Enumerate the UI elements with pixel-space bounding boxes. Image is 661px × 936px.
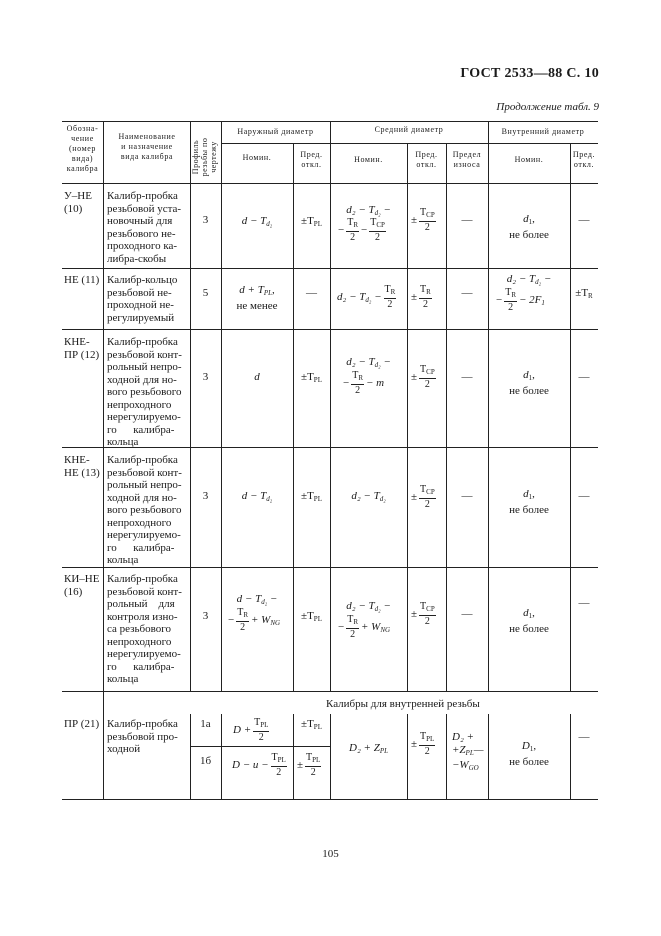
row-wear: — (461, 608, 473, 620)
row-middle-dev: ± $\frac{T_{CP}}{2}$ (411, 601, 435, 627)
row-outer-nom-a: D + $\frac{T_{PL}}{2}$ (233, 717, 269, 743)
row-profile-b: 1б (199, 755, 212, 767)
row-outer-dev: $\pm T_{PL}$ (301, 490, 322, 503)
row-wear: D₂ + $+Z_{PL}—$ $-W_{GO}$ (452, 731, 484, 772)
row-middle-nom: $D_2 + Z_{PL}$ (349, 742, 388, 755)
row-middle-dev: ± $\frac{T_{PL}}{2}$ (411, 731, 435, 757)
row-middle-nom-line1: $d_2 - T_{d_2}$ − (346, 356, 391, 369)
row-designation: У–НЕ (10) (64, 190, 92, 215)
header-middle-nom: Номин. (354, 155, 383, 164)
header-outer-diameter: Наружный диаметр (237, 127, 314, 136)
section-title: Калибры для внутренней резьбы (326, 698, 480, 710)
row-middle-nom-line1: $d_2 - T_{d_2}$ − (346, 204, 391, 217)
row-name: Калибр-пробка резьбовой уста- новочный для резьбового не- проходного ка- либра-скобы (107, 190, 182, 265)
row-inner-nom: $d_1$, не более (509, 213, 549, 241)
row-middle-nom-line2: − $\frac{T_R}{2}$ − $\frac{T_{CP}}{2}$ (338, 217, 385, 243)
row-inner-nom: $d_1$, не более (509, 369, 549, 397)
row-inner-dev: — (578, 597, 590, 609)
row-name: Калибр-пробка резьбовой конт- рольный непро- ходной для но- вого резьбового непроходного нерегулируемо- го калибра- кольца (107, 454, 182, 566)
page-number: 105 (322, 848, 339, 860)
row-middle-dev: ± $\frac{T_{CP}}{2}$ (411, 364, 435, 390)
header-middle-diameter: Средний диаметр (374, 125, 444, 134)
row-inner-nom: $d_1$, не более (509, 607, 549, 635)
header-name: Наименование и назначение вида калибра (118, 132, 176, 161)
row-middle-dev: ± $\frac{T_{CP}}{2}$ (411, 207, 435, 233)
row-profile-a: 1а (200, 718, 211, 730)
row-outer-dev: $\pm T_{PL}$ (301, 610, 322, 623)
row-wear: — (461, 371, 473, 383)
row-designation: КНЕ- НЕ (13) (64, 454, 100, 479)
row-designation: ПР (21) (64, 718, 100, 730)
row-designation: НЕ (11) (64, 274, 100, 286)
row-name: Калибр-пробка резьбовой конт- рольный непро- ходной для но- вого резьбового непроходного нерегулируемо- го калибра- кольца (107, 336, 182, 448)
row-inner-dev: — (578, 731, 590, 743)
row-inner-nom: $d_1$, не более (509, 488, 549, 516)
header-outer-dev: Пред. откл. (300, 150, 323, 169)
row-middle-nom: $d_2 - T_{d_2}$ (351, 490, 386, 503)
header-inner-diameter: Внутренний диаметр (501, 127, 585, 136)
page-header-title: ГОСТ 2533—88 С. 10 (460, 66, 599, 81)
row-middle-nom-line2: − $\frac{T_R}{2}$ + $W_{NG}$ (338, 614, 391, 640)
row-name: Калибр-кольцо резьбовой не- проходной не- регулируемый (107, 274, 178, 324)
row-name: Калибр-пробка резьбовой конт- рольный для контроля изно- са резьбового непроходного нерегулируемо- го калибра- кольца (107, 573, 182, 685)
row-inner-dev: — (578, 490, 590, 502)
row-inner-dev: — (578, 371, 590, 383)
row-wear: — (461, 214, 473, 226)
row-designation: КИ–НЕ (16) (64, 573, 100, 598)
header-inner-nom: Номин. (514, 155, 544, 164)
row-profile: 3 (202, 610, 209, 622)
row-outer-dev: $\pm T_{PL}$ (301, 371, 322, 384)
row-profile: 3 (202, 214, 209, 226)
row-name: Калибр-пробка резьбовой про- ходной (107, 718, 178, 755)
row-outer-nom: $d - T_{d_2}$ (241, 215, 273, 228)
header-wear-limit: Предел износа (452, 150, 482, 169)
row-outer-dev: — (306, 287, 317, 299)
row-inner-nom-line2: − $\frac{T_R}{2}$ − $2F_1$ (496, 287, 545, 313)
row-middle-dev: ± $\frac{T_R}{2}$ (411, 284, 431, 310)
row-wear: — (461, 287, 473, 299)
row-outer-nom-b: D − u − $\frac{T_{PL}}{2}$ (232, 752, 286, 778)
row-inner-nom: $D_1$, не более (509, 740, 549, 768)
row-inner-dev: — (578, 214, 590, 226)
row-outer-dev: $\pm T_{PL}$ (301, 215, 322, 228)
row-designation: КНЕ- ПР (12) (64, 336, 100, 361)
row-middle-nom: $d_2 - T_{d_2}$ − $\frac{T_R}{2}$ (337, 284, 396, 310)
header-profile: Профиль резьбы по чертежу (191, 137, 218, 177)
row-outer-nom: $d + T_{PL}$, не менее (236, 284, 278, 312)
row-profile: 3 (202, 490, 209, 502)
row-middle-dev: ± $\frac{T_{CP}}{2}$ (411, 484, 435, 510)
row-profile: 3 (202, 371, 209, 383)
row-middle-nom-line2: − $\frac{T_R}{2}$ − m (343, 370, 385, 396)
header-designation: Обозна- чение (номер вида) калибра (66, 124, 99, 173)
row-inner-dev: $\pm T_R$ (575, 287, 593, 300)
row-outer-nom: $d - T_{d_2}$ (241, 490, 273, 503)
row-wear: — (461, 490, 473, 502)
row-outer-nom-line2: − $\frac{T_R}{2}$ + $W_{NG}$ (228, 607, 281, 633)
row-profile: 5 (202, 287, 209, 299)
header-middle-dev: Пред. откл. (415, 150, 438, 169)
row-outer-dev-a: $\pm T_{PL}$ (301, 718, 322, 731)
header-inner-dev: Пред. откл. (572, 150, 596, 169)
table-continuation-label: Продолжение табл. 9 (496, 101, 599, 113)
row-outer-dev-b: ± $\frac{T_{PL}}{2}$ (297, 752, 321, 778)
row-inner-nom-line1: $d_2 - T_{d_2}$ − (506, 273, 552, 286)
row-outer-nom-line1: $d - T_{d_2}$ − (236, 593, 278, 606)
header-outer-nom: Номин. (242, 153, 272, 162)
row-outer-nom: d (254, 371, 260, 383)
row-middle-nom-line1: $d_2 - T_{d_2}$ − (346, 600, 391, 613)
